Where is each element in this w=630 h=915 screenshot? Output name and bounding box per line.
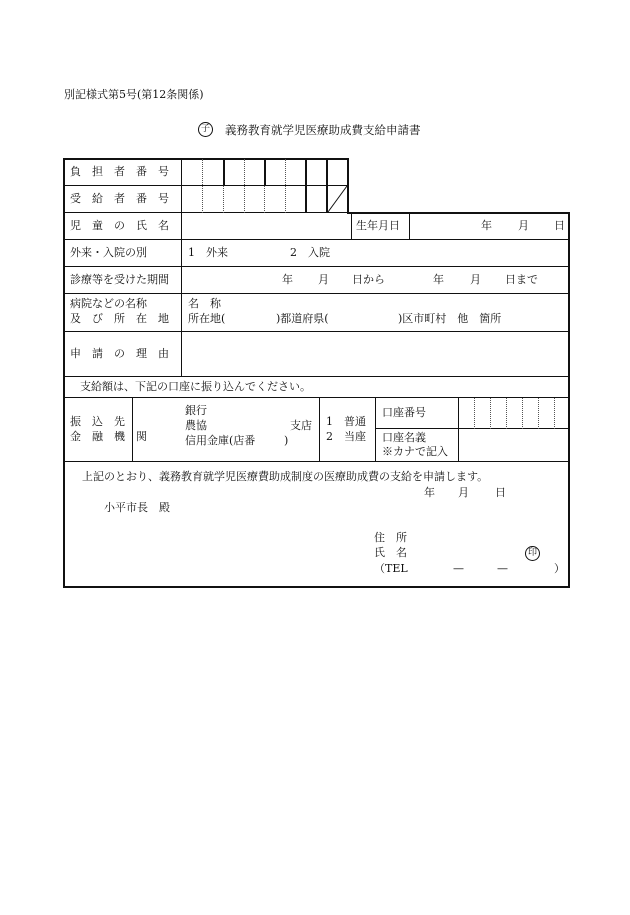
address-label: 住 所	[374, 531, 407, 544]
ko-mark-icon: 子	[198, 122, 213, 137]
account-type-futsu[interactable]: 1 普通	[326, 415, 366, 428]
tel-close: ）	[554, 562, 565, 575]
tel-dash-2: —	[497, 562, 508, 575]
bank-shinkin-close: )	[284, 434, 289, 447]
bank-type-nokyo: 農協	[185, 419, 207, 432]
hospital-label-1: 病院などの名称	[70, 297, 147, 310]
visit-outpatient-option[interactable]: 1 外来	[188, 246, 228, 259]
birthdate-label: 生年月日	[356, 219, 400, 232]
declaration-year: 年	[424, 486, 435, 499]
hospital-address-1: 所在地(	[188, 312, 226, 325]
recipient-number-label: 受 給 者 番 号	[70, 192, 169, 205]
bank-label-2: 金 融 機 関	[70, 430, 147, 443]
period-from-month: 月	[318, 273, 329, 286]
child-name-label: 児 童 の 氏 名	[70, 219, 169, 232]
account-number-label: 口座番号	[382, 406, 426, 419]
account-type-toza[interactable]: 2 当座	[326, 430, 366, 443]
bank-notice: 支給額は、下記の口座に振り込んでください。	[80, 380, 311, 393]
kana-note: ※カナで記入	[382, 445, 448, 458]
visit-type-label: 外来・入院の別	[70, 246, 147, 259]
bank-type-shinkin: 信用金庫(店番	[185, 434, 256, 447]
period-to-year: 年	[433, 273, 444, 286]
birthdate-month: 月	[518, 219, 529, 232]
visit-inpatient-option[interactable]: 2 入院	[290, 246, 330, 259]
form-reference: 別記様式第5号(第12条関係)	[64, 88, 204, 101]
declaration-text: 上記のとおり、義務教育就学児医療費助成制度の医療助成費の支給を申請します。	[82, 470, 489, 483]
declaration-day: 日	[495, 486, 506, 499]
period-label: 診療等を受けた期間	[70, 273, 169, 286]
bank-type-bank: 銀行	[185, 404, 207, 417]
tel-dash-1: —	[453, 562, 464, 575]
diagonal-slash-icon	[327, 186, 348, 213]
tel-label: （TEL	[374, 562, 408, 575]
hospital-address-3: )区市町村 他 箇所	[398, 312, 502, 325]
hospital-address-2: )都道府県(	[276, 312, 329, 325]
period-to-month: 月	[470, 273, 481, 286]
bank-label-1: 振 込 先	[70, 415, 125, 428]
birthdate-year: 年	[481, 219, 492, 232]
payer-number-label: 負 担 者 番 号	[70, 165, 169, 178]
birthdate-day: 日	[554, 219, 565, 232]
declaration-month: 月	[458, 486, 469, 499]
branch-label: 支店	[290, 419, 312, 432]
period-from: 日から	[352, 273, 385, 286]
form-title: 義務教育就学児医療助成費支給申請書	[225, 123, 421, 137]
period-to: 日まで	[505, 273, 538, 286]
hospital-name-label: 名 称	[188, 297, 221, 310]
hospital-label-2: 及 び 所 在 地	[70, 312, 169, 325]
name-label: 氏 名	[374, 546, 407, 559]
period-from-year: 年	[282, 273, 293, 286]
account-name-label: 口座名義	[382, 431, 426, 444]
reason-label: 申 請 の 理 由	[70, 347, 169, 360]
addressee: 小平市長 殿	[104, 501, 170, 514]
seal-icon: 印	[525, 545, 540, 561]
